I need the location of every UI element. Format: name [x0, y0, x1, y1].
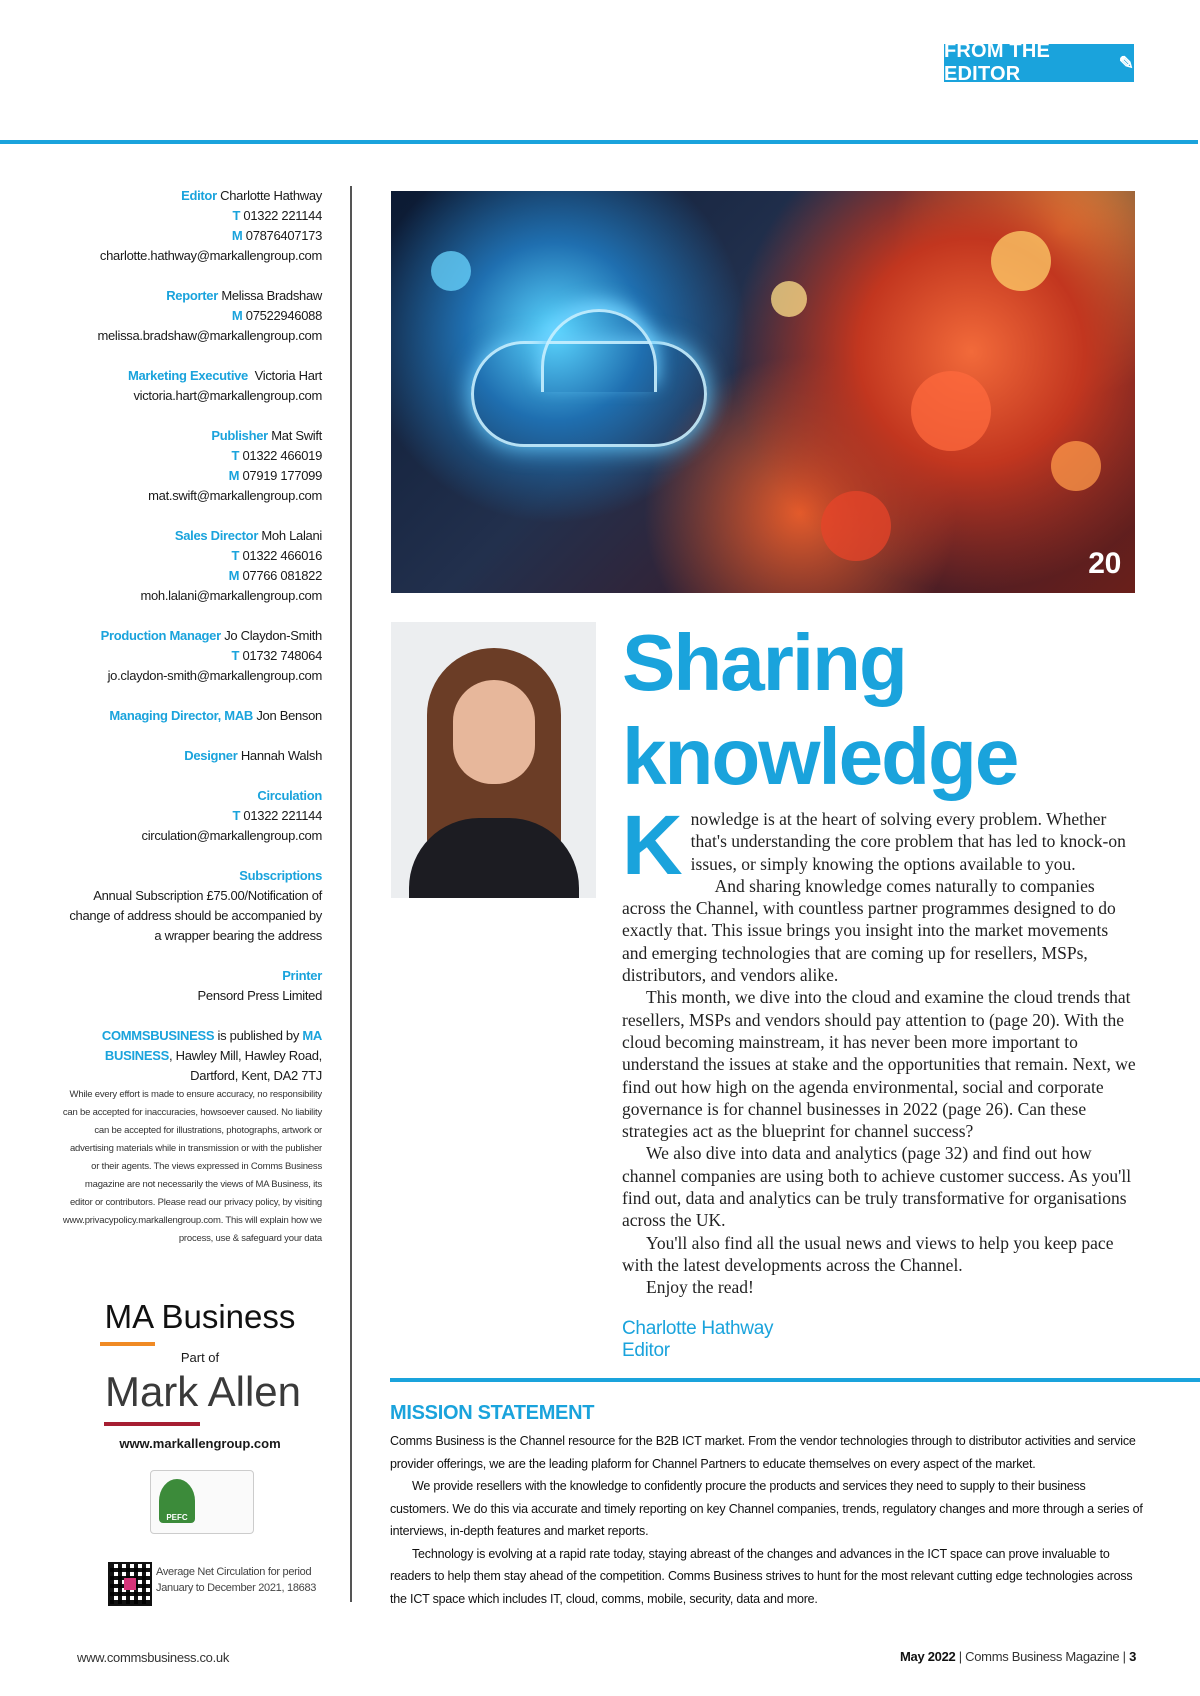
mark-allen-logo [98, 1368, 308, 1416]
person-name: Jo Claydon-Smith [224, 628, 322, 643]
person-name: Moh Lalani [261, 528, 322, 543]
person-name: Jon Benson [256, 708, 322, 723]
page-number: 3 [1129, 1649, 1136, 1664]
mobile-number: 07919 177099 [242, 468, 322, 483]
role-label: Managing Director, MAB [109, 708, 254, 723]
phone-number: 01322 221144 [243, 208, 322, 223]
role-label: Marketing Executive [127, 368, 248, 383]
mission-body [390, 1430, 1146, 1610]
email-address: jo.claydon-smith@markallengroup.com [107, 668, 322, 683]
email-address: moh.lalani@markallengroup.com [140, 588, 322, 603]
section-tab [944, 40, 1134, 85]
mobile-number: 07522946088 [245, 308, 322, 323]
issue-date: May 2022 [900, 1649, 956, 1664]
article-paragraph: This month, we dive into the cloud and examine the cloud trends that resellers, MSPs and vendors should pay attention to (page 20). With the cloud becoming mainstream, it has never been more important to understand the issues at stake and the opportunities that remain. Next, we find out how high on the agenda environmental, social and corporate governance is for channel businesses in 2022 (page 26). Can these strategies act as the blueprint for channel success? [622, 987, 1136, 1142]
article-paragraph: We also dive into data and analytics (page 32) and find out how channel companies are using both to achieve customer success. As you'll find out, data and analytics can be truly transformative for organisations across the UK. [622, 1143, 1132, 1231]
phone-number: 01322 466016 [242, 548, 322, 563]
role-label: Subscriptions [239, 868, 322, 883]
publisher-note [60, 1026, 322, 1086]
mobile-label: M [231, 228, 243, 243]
bokeh-light [821, 491, 891, 561]
person-name: Charlotte Hathway [220, 188, 322, 203]
masthead-editor [60, 186, 322, 266]
portrait-face [453, 680, 535, 784]
phone-label: T [231, 448, 240, 463]
published-by-text: is published by [214, 1028, 300, 1043]
bokeh-light [771, 281, 807, 317]
pencil-icon: ✎ [1118, 52, 1134, 73]
role-label: Publisher [211, 428, 268, 443]
editor-portrait [391, 622, 596, 898]
phone-label: T [232, 208, 241, 223]
masthead-production [60, 626, 322, 686]
email-address: charlotte.hathway@markallengroup.com [99, 248, 322, 263]
cloud-technology-image [391, 191, 1135, 593]
mobile-label: M [231, 308, 243, 323]
headline-line: knowledge [622, 712, 1018, 801]
article-paragraph: Enjoy the read! [646, 1277, 754, 1298]
pefc-label: PEFC [166, 1513, 188, 1522]
person-name: Victoria Hart [254, 368, 322, 383]
phone-number: 01322 221144 [243, 808, 322, 823]
editorial-body [622, 798, 1136, 1299]
masthead-reporter [60, 286, 322, 346]
editor-signature [622, 1318, 773, 1362]
qr-center [124, 1578, 136, 1590]
drop-cap: K [622, 798, 683, 892]
email-address: victoria.hart@markallengroup.com [133, 388, 322, 403]
logo-underline [100, 1342, 155, 1346]
footer-website-link[interactable]: www.commsbusiness.co.uk [77, 1650, 230, 1665]
mobile-label: M [228, 568, 240, 583]
section-label: FROM THE EDITOR [944, 40, 1051, 85]
article-paragraph: And sharing knowledge comes naturally to companies across the Channel, with countless partner programmes designed to do exactly that. This issue brings you insight into the market movements and emerging technologies that are coming up for resellers, MSPs, distributors, and vendors alike. [622, 875, 1116, 986]
header-rule [0, 140, 1198, 144]
bokeh-light [1051, 441, 1101, 491]
magazine-name: Comms Business Magazine [965, 1649, 1120, 1664]
article-paragraph: nowledge is at the heart of solving every problem. Whether that's understanding the core problem that has led to knock-on issues, or simply knowing the options available to you. [690, 809, 1126, 874]
company-address: , Hawley Mill, Hawley Road, Dartford, Kent, DA2 7TJ [168, 1048, 322, 1083]
signature-role: Editor [622, 1340, 670, 1361]
bokeh-light [991, 231, 1051, 291]
ma-business-wordmark: MA Business [104, 1298, 296, 1335]
headline-line: Sharing [622, 618, 906, 707]
phone-label: T [231, 648, 240, 663]
printer-name: Pensord Press Limited [197, 988, 322, 1003]
page-reference: 20 [1088, 547, 1121, 580]
person-name: Mat Swift [271, 428, 322, 443]
masthead-marketing [60, 366, 322, 406]
company-name: MA BUSINESS [104, 1028, 322, 1063]
ma-business-logo [100, 1298, 300, 1336]
role-label: Editor [181, 188, 217, 203]
circulation-note: Average Net Circulation for period January to December 2021, 18683 [156, 1566, 317, 1594]
email-address: circulation@markallengroup.com [141, 828, 322, 843]
group-website-link[interactable]: www.markallengroup.com [119, 1436, 281, 1451]
masthead-circulation [60, 786, 322, 846]
role-label: Sales Director [174, 528, 259, 543]
phone-label: T [231, 548, 240, 563]
mission-paragraph: Technology is evolving at a rapid rate today, staying abreast of the changes and advances in the ICT space can prove invaluable to readers to help them stay ahead of the competition. Comms Business strives to hunt for the most relevant cutting edge technologies across the ICT space which includes IT, cloud, comms, mobile, security, data and more. [390, 1546, 1133, 1606]
email-address: mat.swift@markallengroup.com [148, 488, 322, 503]
mission-paragraph: Comms Business is the Channel resource for the B2B ICT market. From the vendor technologies through to distributor activities and service provider offerings, we are the leading plaform for Channel Partners to educate themselves on every aspect of the market. [390, 1434, 1136, 1471]
mission-rule [390, 1378, 1200, 1382]
masthead [60, 186, 322, 1248]
mobile-number: 07876407173 [245, 228, 322, 243]
subscription-text: Annual Subscription £75.00/Notification of change of address should be accompanied by a wrapper bearing the address [69, 888, 322, 943]
logo-underline [104, 1422, 200, 1426]
person-name: Melissa Bradshaw [221, 288, 322, 303]
bokeh-light [911, 371, 991, 451]
masthead-subscriptions [60, 866, 322, 946]
mission-title: MISSION STATEMENT [390, 1402, 595, 1424]
mobile-number: 07766 081822 [242, 568, 322, 583]
masthead-managing [60, 706, 322, 726]
role-label: Printer [282, 968, 322, 983]
phone-label: T [232, 808, 241, 823]
separator: | [958, 1649, 962, 1664]
role-label: Production Manager [100, 628, 221, 643]
separator: | [1122, 1649, 1126, 1664]
masthead-sales [60, 526, 322, 606]
article-paragraph: You'll also find all the usual news and views to help you keep pace with the latest developments across the Channel. [622, 1232, 1114, 1275]
part-of-text: Part of [180, 1350, 220, 1365]
masthead-designer [60, 746, 322, 766]
column-divider [350, 186, 352, 1602]
person-name: Hannah Walsh [240, 748, 322, 763]
masthead-printer [60, 966, 322, 1006]
mission-paragraph: We provide resellers with the knowledge to confidently procure the products and services they need to supply to their business customers. We do this via accurate and timely reporting on key Channel companies, trends, regulatory changes and more through a series of interviews, in-depth features and market reports. [390, 1479, 1143, 1538]
masthead-publisher [60, 426, 322, 506]
email-address: melissa.bradshaw@markallengroup.com [97, 328, 322, 343]
phone-number: 01732 748064 [242, 648, 322, 663]
cloud-top [541, 309, 657, 392]
mark-allen-wordmark: Mark Allen [104, 1368, 302, 1415]
mobile-label: M [228, 468, 240, 483]
bokeh-light [431, 251, 471, 291]
qr-code-icon[interactable] [108, 1562, 152, 1606]
footer-issue-info [900, 1649, 1136, 1664]
role-label: Designer [184, 748, 238, 763]
brand-name: COMMSBUSINESS [101, 1028, 215, 1043]
role-label: Reporter [166, 288, 218, 303]
phone-number: 01322 466019 [242, 448, 322, 463]
role-label: Circulation [257, 788, 322, 803]
article-headline [622, 616, 1142, 804]
pefc-certification-badge [150, 1470, 254, 1534]
disclaimer-text: While every effort is made to ensure accuracy, no responsibility can be accepted for inaccuracies, howsoever caused. No liability can be accepted for illustrations, photographs, artwork or advertising materials while in transmission or with the publisher or their agents. The views expressed in Comms Business magazine are not necessarily the views of MA Business, its editor or contributors. Please read our privacy policy, by visiting www.privacypolicy.markallengroup.com. This will explain how we process, use & safeguard your data [62, 1089, 322, 1244]
signature-name: Charlotte Hathway [622, 1318, 774, 1339]
